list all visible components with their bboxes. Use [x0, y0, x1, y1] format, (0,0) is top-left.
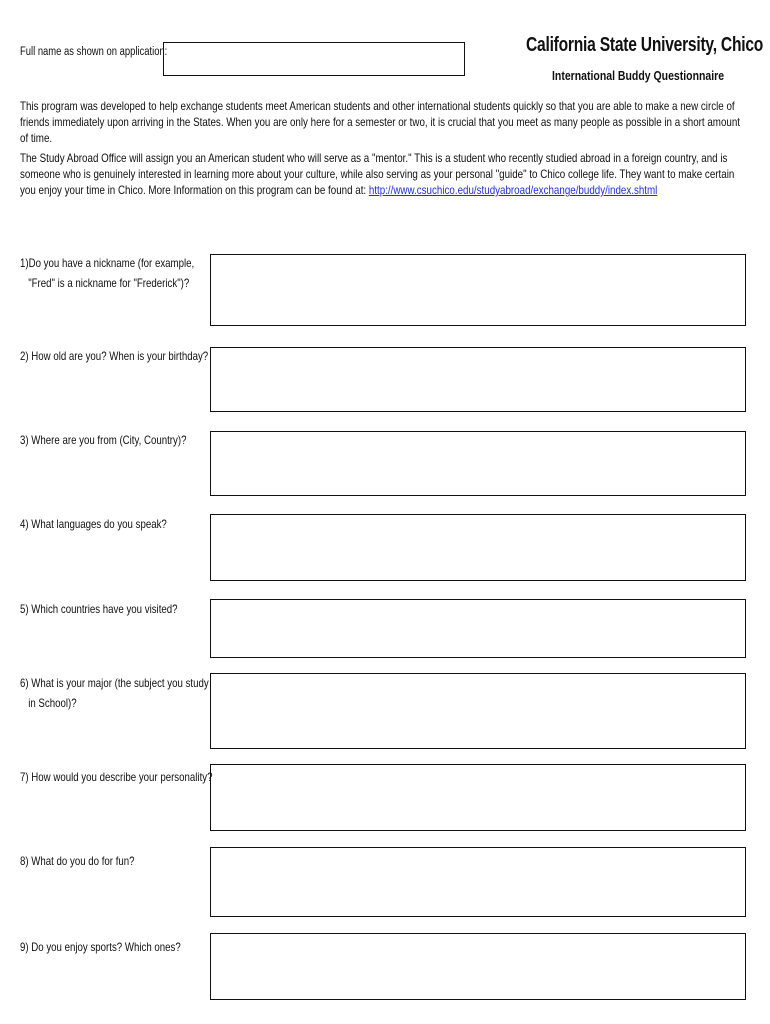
question-3-answer-box[interactable] [210, 431, 746, 496]
buddy-program-link[interactable]: http://www.csuchico.edu/studyabroad/exchange/buddy/index.shtml [368, 183, 658, 197]
question-6-label [20, 673, 213, 713]
question-9-label: 9) Do you enjoy sports? Which ones? [20, 940, 181, 954]
question-2-label: 2) How old are you? When is your birthday? [20, 349, 209, 363]
intro-paragraph-2 [20, 150, 744, 198]
question-1-line-2: "Fred" is a nickname for "Frederick")? [28, 276, 190, 290]
full-name-field[interactable] [163, 42, 465, 76]
intro-text [20, 98, 744, 202]
question-7-label: 7) How would you describe your personality? [20, 770, 213, 784]
question-8-answer-box[interactable] [210, 847, 746, 917]
question-4-label: 4) What languages do you speak? [20, 517, 167, 531]
question-2-answer-box[interactable] [210, 347, 746, 412]
question-5-answer-box[interactable] [210, 599, 746, 658]
question-1-line-1: 1)Do you have a nickname (for example, [20, 256, 195, 270]
full-name-label: Full name as shown on application: [20, 46, 168, 58]
intro-paragraph-2-text: The Study Abroad Office will assign you an American student who will serve as a "mentor." This is a student who recently studied abroad in a foreign country, and is someone who is genuinely interested in learning more about your culture, while also serving as your personal "guide" to Chico college life. They want to make certain you enjoy your time in Chico. More Information on this program can be found at: [20, 151, 735, 197]
question-6-answer-box[interactable] [210, 673, 746, 749]
question-4-answer-box[interactable] [210, 514, 746, 581]
question-6-line-1: 6) What is your major (the subject you study [20, 676, 209, 690]
form-subtitle: International Buddy Questionnaire [552, 69, 725, 83]
question-5-label: 5) Which countries have you visited? [20, 602, 178, 616]
question-1-label [20, 253, 213, 293]
intro-paragraph-1: This program was developed to help exchange students meet American students and other international students quickly so that you are able to make a new circle of friends immediately upon arriving in the States. When you are only here for a semester or two, it is crucial that you meet as many people as possible in a short amount of time. [20, 99, 741, 145]
question-3-label: 3) Where are you from (City, Country)? [20, 433, 187, 447]
question-8-label: 8) What do you do for fun? [20, 854, 135, 868]
question-9-answer-box[interactable] [210, 933, 746, 1000]
question-1-answer-box[interactable] [210, 254, 746, 326]
question-7-answer-box[interactable] [210, 764, 746, 831]
question-6-line-2: in School)? [28, 696, 77, 710]
university-title: California State University, Chico [526, 34, 764, 56]
